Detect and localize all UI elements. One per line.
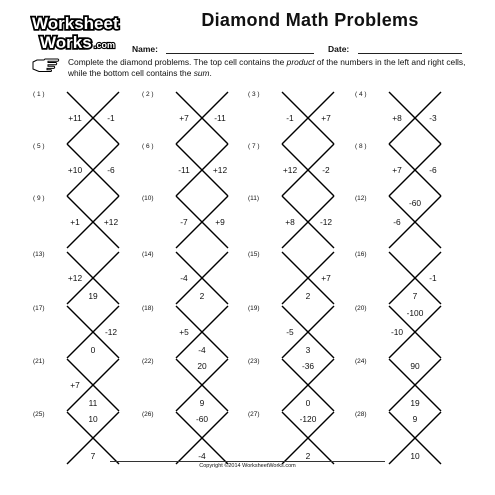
- problem-number: (19): [248, 305, 260, 312]
- diamond-problem: [142, 302, 252, 362]
- problem-number: (18): [142, 305, 154, 312]
- diamond-cross: [172, 355, 232, 415]
- diamond-problem: [33, 408, 143, 468]
- diamond-cross: [63, 192, 123, 252]
- problem-number: (24): [355, 358, 367, 365]
- diamond-problem: [33, 248, 143, 308]
- diamond-problem: [33, 140, 143, 200]
- cell-right: -6: [107, 165, 115, 175]
- problem-number: ( 8 ): [355, 143, 367, 150]
- cell-bottom: 0: [305, 398, 311, 408]
- diamond-cross: [385, 355, 445, 415]
- diamond-problem: [142, 140, 252, 200]
- diamond-cross: [63, 302, 123, 362]
- diamond-problem: [355, 88, 465, 148]
- cell-right: -12: [104, 327, 118, 337]
- problem-number: (23): [248, 358, 260, 365]
- cell-top: -60: [195, 414, 209, 424]
- cell-bottom: 7: [412, 291, 418, 301]
- diamond-cross: [63, 88, 123, 148]
- problem-number: (14): [142, 251, 154, 258]
- diamond-cross: [172, 248, 232, 308]
- cell-bottom: 7: [90, 451, 96, 461]
- cell-left: +12: [282, 165, 298, 175]
- cell-right: +12: [103, 217, 119, 227]
- cell-top: -120: [299, 414, 317, 424]
- cell-top: 90: [410, 361, 420, 371]
- diamond-cross: [385, 408, 445, 468]
- diamond-cross: [278, 302, 338, 362]
- diamond-problem: [248, 355, 358, 415]
- diamond-problem: [355, 408, 465, 468]
- problem-number: (28): [355, 411, 367, 418]
- cell-left: +7: [70, 380, 80, 390]
- problem-number: (21): [33, 358, 45, 365]
- logo-text-works: Works: [40, 33, 92, 52]
- cell-left: -6: [393, 217, 401, 227]
- cell-left: +8: [285, 217, 295, 227]
- problem-number: ( 3 ): [248, 91, 260, 98]
- diamond-problem: [355, 302, 465, 362]
- cell-right: -2: [322, 165, 330, 175]
- footer-divider: [110, 461, 385, 462]
- problem-number: (13): [33, 251, 45, 258]
- logo-text-dotcom: .com: [94, 40, 116, 50]
- date-label: Date:: [328, 44, 350, 54]
- cell-left: +8: [392, 113, 402, 123]
- name-field[interactable]: [166, 53, 314, 54]
- diamond-problem: [355, 140, 465, 200]
- diamond-problem: [248, 192, 358, 252]
- diamond-problem: [142, 88, 252, 148]
- cell-right: -1: [107, 113, 115, 123]
- diamond-problem: [142, 408, 252, 468]
- problem-number: (15): [248, 251, 260, 258]
- diamond-problem: [33, 302, 143, 362]
- diamond-cross: [63, 355, 123, 415]
- pointing-hand-icon: [32, 58, 60, 72]
- diamond-cross: [385, 302, 445, 362]
- diamond-cross: [172, 88, 232, 148]
- cell-top: -36: [301, 361, 315, 371]
- name-date-row: [132, 41, 472, 55]
- problem-number: (17): [33, 305, 45, 312]
- diamond-problem: [142, 192, 252, 252]
- diamond-cross: [172, 302, 232, 362]
- diamond-cross: [278, 355, 338, 415]
- cell-right: -12: [319, 217, 333, 227]
- cell-right: -11: [214, 113, 226, 123]
- diamond-cross: [278, 248, 338, 308]
- diamond-cross: [63, 248, 123, 308]
- problem-number: ( 5 ): [33, 143, 45, 150]
- cell-bottom: 2: [305, 291, 311, 301]
- diamond-problem: [33, 355, 143, 415]
- diamond-problem: [248, 248, 358, 308]
- cell-left: +7: [179, 113, 189, 123]
- problem-number: (16): [355, 251, 367, 258]
- problem-number: ( 2 ): [142, 91, 154, 98]
- problem-number: (25): [33, 411, 45, 418]
- problem-number: (12): [355, 195, 367, 202]
- diamond-problem: [355, 192, 465, 252]
- cell-top: 20: [197, 361, 207, 371]
- cell-left: -1: [286, 113, 294, 123]
- diamond-cross: [63, 408, 123, 468]
- problem-number: ( 9 ): [33, 195, 45, 202]
- diamond-problem: [248, 88, 358, 148]
- cell-left: -4: [180, 273, 188, 283]
- instructions-text: Complete the diamond problems. The top cell contains the product of the numbers in the left and right cells, while the bottom cell contains the sum.: [68, 57, 466, 78]
- diamond-problem: [355, 248, 465, 308]
- logo-text-worksheet: Worksheet: [32, 14, 119, 33]
- diamond-cross: [63, 140, 123, 200]
- cell-right: -6: [429, 165, 437, 175]
- diamond-cross: [278, 140, 338, 200]
- name-label: Name:: [132, 44, 158, 54]
- cell-bottom: 3: [305, 345, 311, 355]
- cell-left: -11: [178, 165, 190, 175]
- diamond-cross: [385, 88, 445, 148]
- cell-left: +5: [179, 327, 189, 337]
- cell-top: 9: [412, 414, 418, 424]
- diamond-cross: [385, 192, 445, 252]
- diamond-problem: [142, 355, 252, 415]
- diamond-cross: [172, 192, 232, 252]
- diamond-problem: [248, 302, 358, 362]
- copyright-text: Copyright ©2014 WorksheetWorks.com: [199, 463, 296, 469]
- cell-right: +7: [321, 113, 331, 123]
- cell-left: -10: [390, 327, 404, 337]
- cell-bottom: 2: [199, 291, 205, 301]
- diamond-cross: [278, 408, 338, 468]
- diamond-problem: [33, 192, 143, 252]
- cell-top: 10: [88, 414, 98, 424]
- cell-bottom: 11: [88, 398, 98, 408]
- cell-left: +1: [70, 217, 80, 227]
- diamond-cross: [172, 140, 232, 200]
- cell-left: +12: [67, 273, 83, 283]
- cell-bottom: 0: [90, 345, 96, 355]
- diamond-problem: [248, 140, 358, 200]
- cell-top: -60: [408, 198, 422, 208]
- problem-number: (26): [142, 411, 154, 418]
- problem-number: ( 6 ): [142, 143, 154, 150]
- diamond-problem: [248, 408, 358, 468]
- date-field[interactable]: [358, 53, 462, 54]
- problem-number: (22): [142, 358, 154, 365]
- cell-right: +7: [321, 273, 331, 283]
- cell-top: -100: [406, 308, 424, 318]
- problem-number: ( 4 ): [355, 91, 367, 98]
- diamond-cross: [385, 140, 445, 200]
- diamond-cross: [278, 88, 338, 148]
- cell-left: -5: [286, 327, 294, 337]
- cell-bottom: -4: [198, 345, 206, 355]
- problem-number: (27): [248, 411, 260, 418]
- cell-left: +11: [68, 113, 82, 123]
- cell-bottom: 10: [410, 451, 420, 461]
- diamond-cross: [278, 192, 338, 252]
- diamond-problem: [142, 248, 252, 308]
- cell-right: +9: [215, 217, 225, 227]
- cell-bottom: 19: [88, 291, 98, 301]
- worksheetworks-logo: [30, 11, 130, 55]
- cell-left: -7: [180, 217, 188, 227]
- diamond-cross: [172, 408, 232, 468]
- problem-number: (10): [142, 195, 154, 202]
- cell-right: -3: [429, 113, 437, 123]
- cell-bottom: 9: [199, 398, 205, 408]
- page-title: Diamond Math Problems: [201, 10, 419, 30]
- diamond-cross: [385, 248, 445, 308]
- cell-right: -1: [429, 273, 437, 283]
- diamond-problem: [33, 88, 143, 148]
- cell-left: +7: [392, 165, 402, 175]
- cell-right: +12: [212, 165, 228, 175]
- cell-left: +10: [67, 165, 83, 175]
- problem-number: (20): [355, 305, 367, 312]
- problem-number: ( 1 ): [33, 91, 45, 98]
- problem-number: (11): [248, 195, 260, 202]
- cell-bottom: 19: [410, 398, 420, 408]
- diamond-problem: [355, 355, 465, 415]
- problem-number: ( 7 ): [248, 143, 260, 150]
- cell-bottom: -4: [198, 451, 206, 461]
- cell-bottom: 2: [305, 451, 311, 461]
